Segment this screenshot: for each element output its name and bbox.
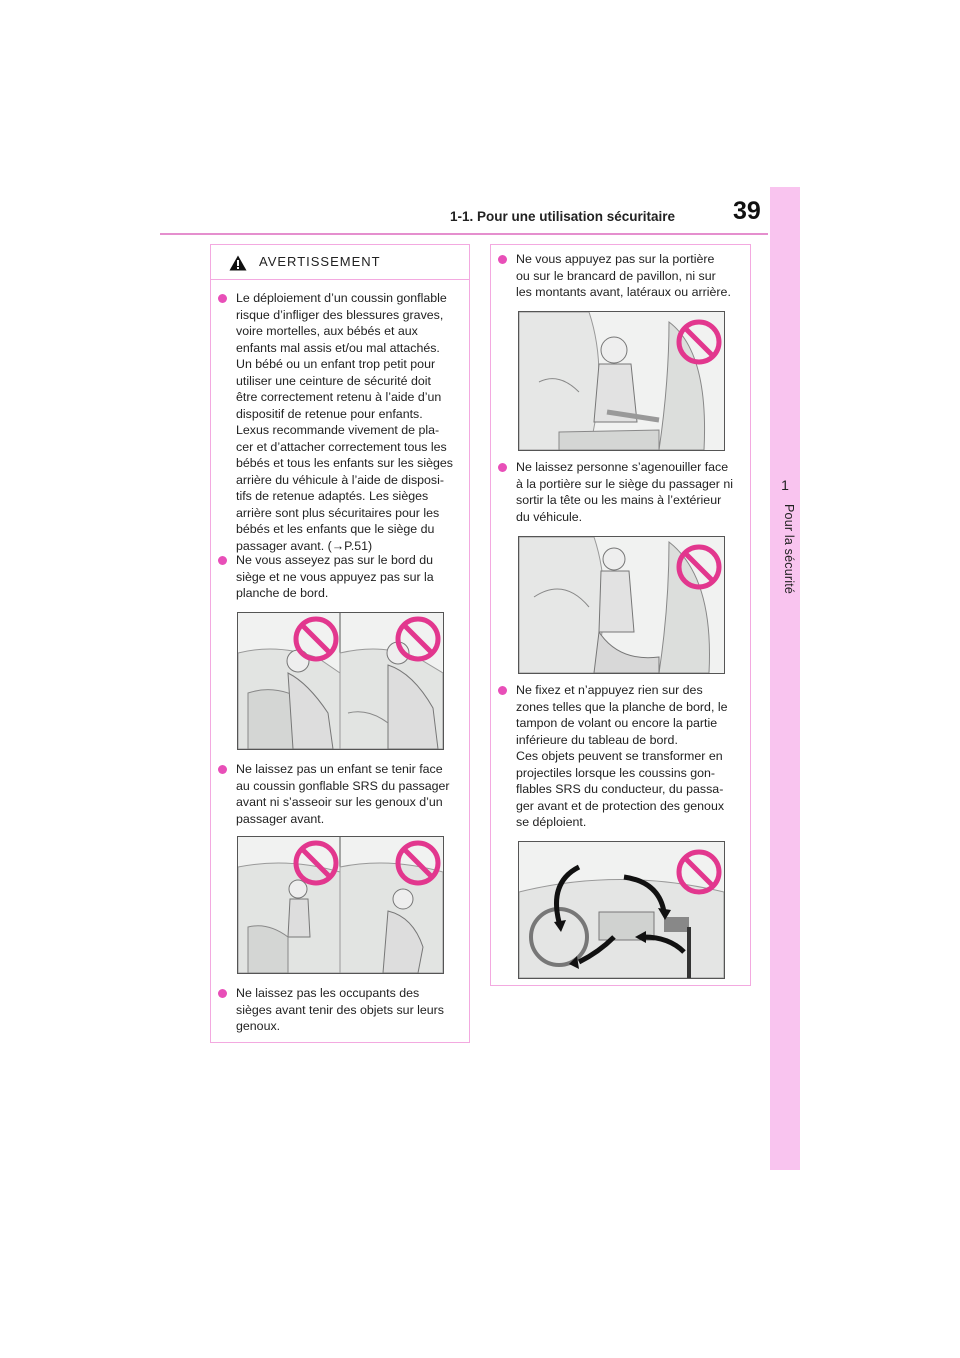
list-item-text: Ne vous asseyez pas sur le bord du siège et ne vous appuyez pas sur la planche de bord. (236, 553, 434, 600)
page-number: 39 (733, 197, 761, 225)
list-item (218, 552, 466, 602)
bullet-icon (498, 255, 507, 264)
chapter-side-tab (770, 187, 800, 1170)
list-item-text: Ne fixez et n’appuyez rien sur des zones telles que la planche de bord, le tampon de volant ou encore la partie inférieure du tableau de bord. Ces objets peuvent se transformer en projectiles lorsque les coussins gon- flables SRS du conducteur, du passa- ger avant et de protection des genoux se déploient. (516, 683, 728, 829)
prohibition-icon (296, 619, 336, 659)
bullet-icon (498, 686, 507, 695)
warning-box-left (210, 244, 470, 1043)
list-item (218, 290, 466, 554)
illustration-dashboard-projectiles (518, 841, 725, 979)
bullet-icon (218, 989, 227, 998)
list-item (498, 459, 746, 525)
warning-title: AVERTISSEMENT (259, 254, 381, 269)
list-item (218, 985, 466, 1035)
bullet-icon (498, 463, 507, 472)
illustration-leaning-dashboard (237, 612, 444, 750)
bullet-icon (218, 556, 227, 565)
chapter-number: 1 (781, 477, 789, 493)
list-item-text: Ne laissez pas un enfant se tenir face au coussin gonflable SRS du passager avant ni s’asseoir sur les genoux d’un passager avant. (236, 762, 450, 826)
illustration-kneeling-door (518, 536, 725, 674)
prohibition-icon (398, 619, 438, 659)
warning-triangle-icon (229, 255, 247, 271)
list-item-text: Le déploiement d’un coussin gonflable risque d’infliger des blessures graves, voire mortelles, aux bébés et aux enfants mal assis et/ou mal attachés. Un bébé ou un enfant trop petit pour utiliser une ceinture de sécurité doit être correctement retenu à l’aide d’un dispositif de retenue pour enfants. Lexus recommande vivement de pla- cer et d’attacher correctement tous les bébés et tous les enfants sur les sièges arrière du véhicule à l’aide de disposi- tifs de retenue adaptés. Les sièges arrière sont plus sécuritaires pour les bébés et les enfants que le siège du passager avant. (→P.51) (236, 291, 453, 553)
chapter-title: Pour la sécurité (782, 504, 796, 595)
list-item-text: Ne laissez personne s’agenouiller face à la portière sur le siège du passager ni sortir la tête ou les mains à l’extérieur du véhicule. (516, 460, 733, 524)
bullet-icon (218, 765, 227, 774)
list-item-text: Ne laissez pas les occupants des sièges avant tenir des objets sur leurs genoux. (236, 986, 444, 1033)
warning-header (211, 245, 469, 280)
illustration-leaning-door (518, 311, 725, 451)
list-item (498, 251, 746, 301)
list-item (218, 761, 466, 827)
list-item-text: Ne vous appuyez pas sur la portière ou sur le brancard de pavillon, ni sur les montants avant, latéraux ou arrière. (516, 252, 731, 299)
header-rule (160, 233, 768, 235)
bullet-icon (218, 294, 227, 303)
warning-box-right (490, 244, 751, 986)
list-item (498, 682, 746, 831)
illustration-child-front-seat (237, 836, 444, 974)
prohibition-icon (679, 852, 719, 892)
section-title: 1-1. Pour une utilisation sécuritaire (450, 209, 676, 224)
